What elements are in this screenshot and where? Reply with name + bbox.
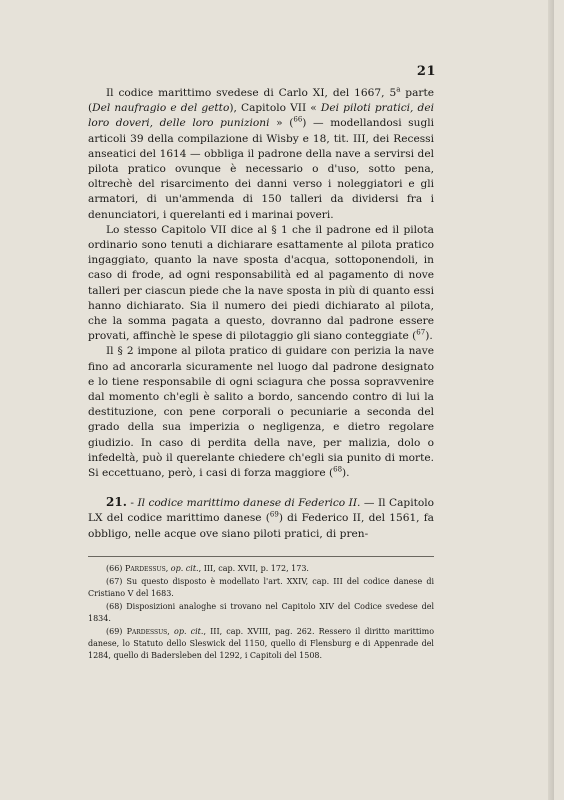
italic-text: Del naufragio e del getto [92, 102, 230, 115]
author-name: Pardessus [126, 626, 168, 636]
page-content [88, 86, 434, 663]
superscript: 69 [269, 510, 279, 519]
text-run: ) — modellandosi sugli articoli 39 della compilazione di Wisby e 18, tit. III, dei Recessi anseatici del 1614 — obbliga il padrone della nave a servirsi del pilota pratico ovunque è necessario o d'uso, sotto pena, oltrechè del risarcimento dei danni verso i noleggiatori e gli armatori, di un'ammenda di 150 talleri da dividersi fra i denunciatori, i querelanti ed i marinai poveri. [88, 117, 434, 221]
footnote [88, 626, 434, 662]
superscript: a [396, 85, 401, 94]
text-run: ). [342, 467, 350, 480]
text-run: (66) [106, 563, 125, 573]
text-run: — Il Capitolo LX del codice marittimo danese ( [88, 497, 434, 525]
text-run: , [167, 626, 174, 636]
footnote-divider [88, 556, 434, 557]
paragraph [88, 223, 434, 345]
italic-text: Dei piloti pratici, dei loro doveri, delle loro punizioni [88, 102, 434, 130]
text-run: ), Capitolo VII « [229, 102, 321, 115]
text-run: (68) Disposizioni analoghe si trovano nel Capitolo XIV del Codice svedese del 1834. [88, 601, 434, 623]
footnotes [88, 563, 434, 662]
text-run: » ( [269, 117, 294, 130]
section-dash: - [126, 497, 138, 510]
footnote [88, 576, 434, 600]
text-run: ). [425, 330, 433, 343]
author-name: Pardessus [124, 563, 166, 573]
text-run: , III, cap. XVII, p. 172, 173. [198, 563, 309, 573]
text-run: (69) [106, 626, 127, 636]
text-run: Il § 2 impone al pilota pratico di guidare con perizia la nave fino ad ancorarla sicuramente nel luogo dal padrone designato e lo tiene responsabile di ogni sciagura che possa sopravvenire dal momento ch'egli è salito a bordo, sancendo contro di lui la destituzione, con pene corporali o pecuniarie a seconda del grado della sua imperizia o negligenza, e dietro regolare giudizio. In caso di perdita della nave, per malizia, dolo o infedeltà, può il querelante chiedere ch'egli sia punito di morte. Si eccettuano, però, i casi di forza maggiore ( [88, 345, 434, 480]
text-run: Lo stesso Capitolo VII dice al § 1 che il padrone ed il pilota ordinario sono tenuti a dichiarare esattamente al pilota pratico ingaggiato, quanto la nave sposta d'acqua, sottoponendoli, in caso di frode, ad ogni responsabilità ed al pagamento di nove talleri per ciascun piede che la nave sposta in più di quanto essi hanno dichiarato. Sia il numero dei piedi dichiarato al pilota, che la somma pagata a questo, dovranno dal padrone essere provati, affinchè le spese di pilotaggio gli siano conteggiate ( [88, 223, 434, 343]
page-edge [548, 0, 554, 800]
page-number: 21 [416, 64, 436, 79]
superscript: 68 [333, 465, 343, 474]
superscript: 67 [416, 328, 426, 337]
paragraph [88, 344, 434, 481]
italic-text: op. cit. [170, 563, 199, 573]
text-run: parte ( [88, 87, 434, 115]
superscript: 66 [293, 115, 303, 124]
section-number: 21. [106, 495, 127, 510]
text-run: ) di Federico II, del 1561, fa obbligo, nelle acque ove siano piloti pratici, di pren- [88, 512, 434, 540]
footnote [88, 563, 434, 575]
section-paragraph [88, 495, 434, 542]
text-run: , [165, 563, 171, 573]
section-title: Il codice marittimo danese di Federico II. [137, 497, 361, 510]
text-run: , III, cap. XVIII, pag. 262. Ressero il diritto marittimo danese, lo Statuto dello Sleswick del 1150, quello di Flensburg e di Appenrade del 1284, quello di Badersleben del 1292, i Capitoli del 1508. [88, 626, 435, 660]
paragraph [88, 86, 434, 223]
text-run: Il codice marittimo svedese di Carlo XI, del 1667, 5 [106, 87, 397, 99]
italic-text: op. cit. [174, 626, 204, 636]
text-run: (67) Su questo disposto è modellato l'art. XXIV, cap. III del codice danese di Cristiano V del 1683. [88, 576, 434, 598]
footnote [88, 601, 434, 625]
